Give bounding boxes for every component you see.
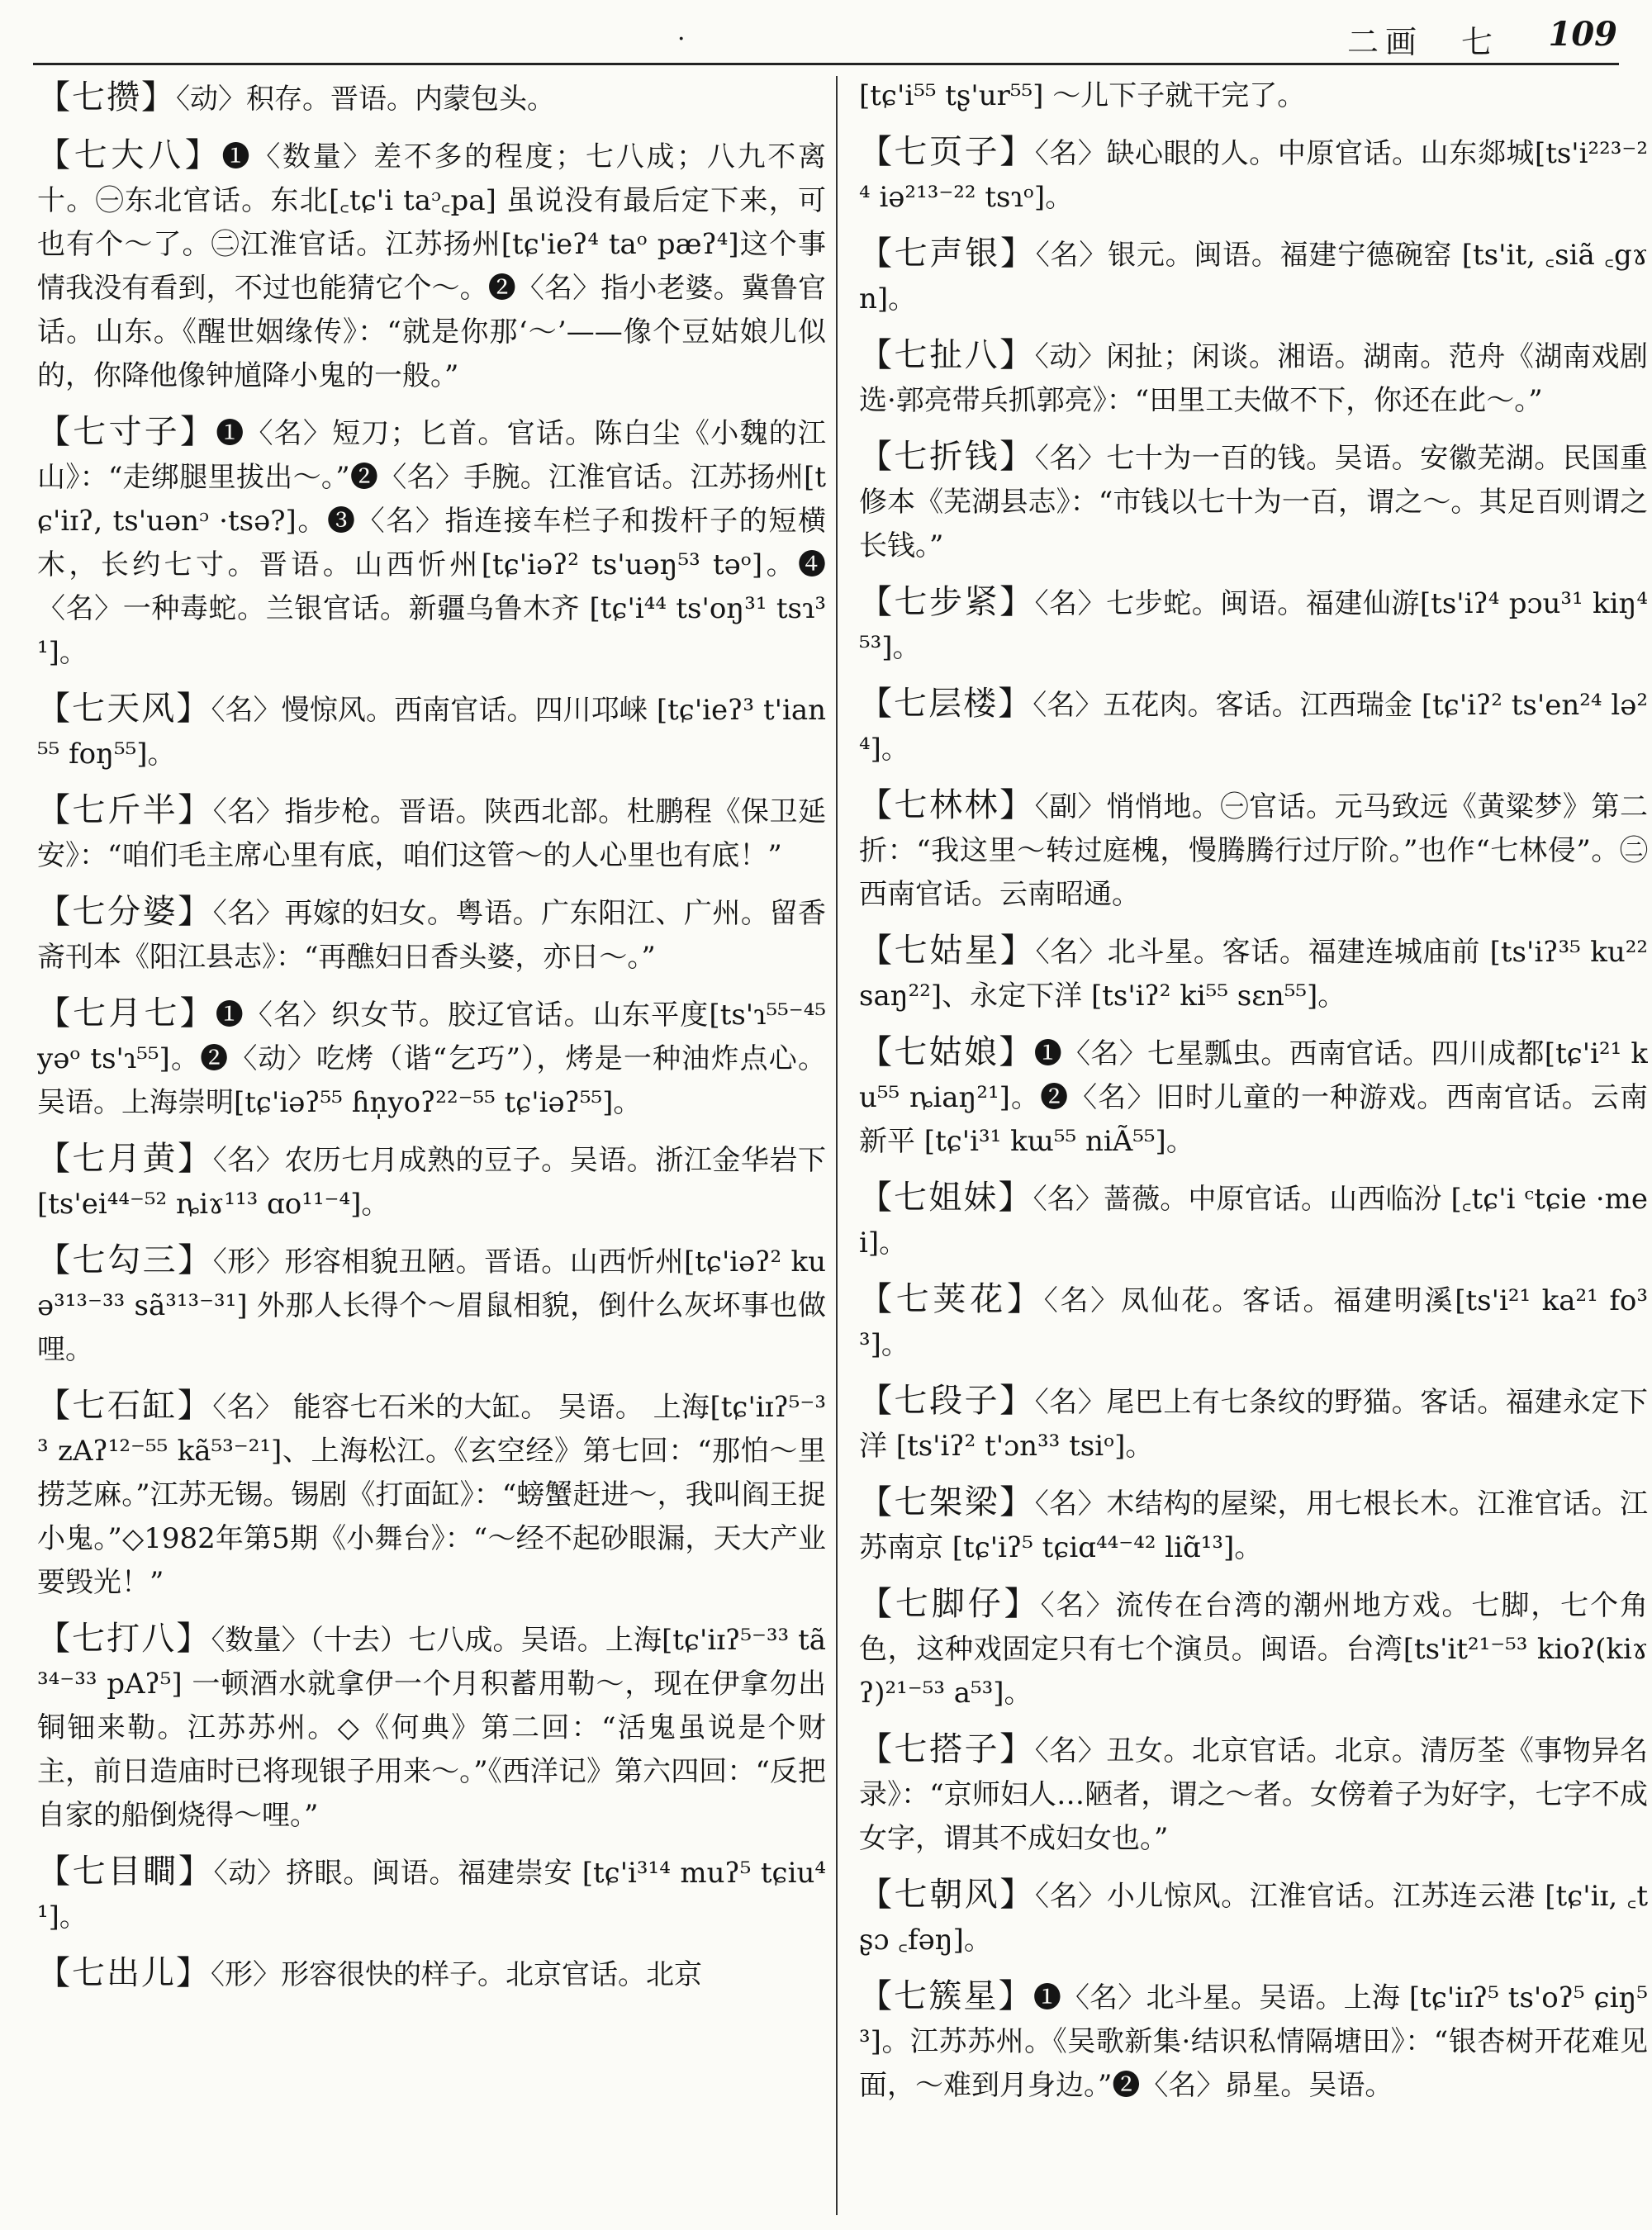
entry-definition: 〈名〉 能容七石米的大缸。 吴语。 上海[tɕ'iɪʔ⁵⁻³³ zAʔ¹²⁻⁵⁵ kã⁵³⁻²¹]、上海松江。《玄空经》第七回：“那怕～里捞芝麻。”江苏无锡。锡剧《打面缸》：“螃蟹赶进～，我叫阎王捉小鬼。”◇1982年第5期《小舞台》：“～经不起砂眼漏，天大产业要毁光！” (37, 1391, 826, 1599)
page-number: 109 (1548, 15, 1617, 54)
entry-definition: 〈动〉挤眼。闽语。福建崇安 [tɕ'i³¹⁴ muʔ⁵ tɕiu⁴¹]。 (37, 1857, 826, 1933)
entry-headword: 【七段子】 (859, 1382, 1035, 1420)
entry-headword: 【七攒】 (37, 78, 176, 116)
right-column (859, 76, 1648, 2223)
page-header (0, 0, 1652, 66)
entry-definition: 〈副〉悄悄地。㊀官话。元马致远《黄粱梦》第二折：“我这里～转过庭槐，慢腾腾行过厅阶。”也作“七林侵”。㊁西南官话。云南昭通。 (859, 790, 1648, 911)
column-divider (836, 76, 838, 2215)
entry-headword: 【七声银】 (859, 235, 1036, 273)
entry (37, 1137, 826, 1226)
entry (859, 581, 1648, 670)
entry-definition: 〈动〉积存。晋语。内蒙包头。 (176, 83, 555, 116)
entry-definition: 〈名〉流传在台湾的潮州地方戏。七脚，七个角色，这种戏固定只有七个演员。闽语。台湾[ts'it²¹⁻⁵³ kioʔ(kiɤʔ)²¹⁻⁵³ a⁵³]。 (859, 1589, 1648, 1710)
entry (37, 76, 826, 121)
entry-definition: 〈名〉指步枪。晋语。陕西北部。杜鹏程《保卫延安》：“咱们毛主席心里有底，咱们这管～的人心里也有底！” (37, 795, 826, 872)
entry (37, 1850, 826, 1939)
entry (859, 1379, 1648, 1468)
entry-headword: 【七姐妹】 (859, 1179, 1033, 1217)
entry-headword: 【七寸子】 (37, 413, 216, 451)
entry (37, 1617, 826, 1838)
entry (859, 1873, 1648, 1962)
entry-headword: 【七脚仔】 (859, 1585, 1041, 1623)
entry (859, 1975, 1648, 2108)
entry (37, 1952, 826, 1997)
entry-definition: ❶〈名〉短刀；匕首。官话。陈白尘《小魏的江山》：“走绑腿里拔出～。”❷〈名〉手腕。江淮官话。江苏扬州[tɕ'iɪʔ, ts'uənᵓ ·tsə?]。❸〈名〉指连接车栏子和拨杆子的短横木，长约七寸。晋语。山西忻州[tɕ'iəʔ² ts'uəŋ⁵³ təᵒ]。❹〈名〉一种毒蛇。兰银官话。新疆乌鲁木齐 [tɕ'i⁴⁴ ts'oŋ³¹ tsɿ³¹]。 (37, 417, 826, 669)
entry-headword: 【七天风】 (37, 690, 211, 728)
entry-headword: 【七姑娘】 (859, 1033, 1034, 1071)
entry-definition: ❶〈名〉七星瓢虫。西南官话。四川成都[tɕ'i²¹ ku⁵⁵ ȵiaŋ²¹]。❷〈名〉旧时儿童的一种游戏。西南官话。云南新平 [tɕ'i³¹ kɯ⁵⁵ niÃ⁵⁵]。 (859, 1037, 1648, 1158)
entry (37, 789, 826, 878)
entry (859, 929, 1648, 1018)
entry (859, 784, 1648, 917)
entry-headword: 【七层楼】 (859, 685, 1033, 723)
entry-headword: 【七扯八】 (859, 336, 1035, 374)
entry-definition: 〈名〉北斗星。客话。福建连城庙前 [ts'iʔ³⁵ ku²² saŋ²²]、永定下洋 [ts'iʔ² ki⁵⁵ sɛn⁵⁵]。 (859, 936, 1648, 1013)
left-column (37, 76, 826, 2223)
header-mark: · (677, 25, 686, 54)
entry (859, 1728, 1648, 1861)
entry (37, 1384, 826, 1605)
entry-definition: 〈名〉小儿惊风。江淮官话。江苏连云港 [tɕ'iɪ, ꜀tʂɔ ꜀fəŋ]。 (859, 1880, 1648, 1957)
entry-definition: 〈名〉七十为一百的钱。吴语。安徽芜湖。民国重修本《芜湖县志》：“市钱以七十为一百，谓之～。其足百则谓之长钱。” (859, 442, 1648, 562)
entry-headword: 【七出儿】 (37, 1954, 211, 1992)
entry-headword: 【七荚花】 (859, 1280, 1044, 1318)
entry (859, 1176, 1648, 1265)
entry-definition: 〈名〉凤仙花。客话。福建明溪[ts'i²¹ ka²¹ fo³³]。 (859, 1284, 1648, 1361)
entry-continuation (859, 76, 1648, 118)
entry-definition: 〈名〉蔷薇。中原官话。山西临汾 [꜀tɕ'i ᶜtɕie ·mei]。 (859, 1183, 1648, 1260)
entry-definition: 〈名〉五花肉。客话。江西瑞金 [tɕ'iʔ² ts'en²⁴ lə²⁴]。 (859, 689, 1648, 766)
entry (859, 232, 1648, 321)
entry-definition: 〈名〉七步蛇。闽语。福建仙游[ts'iʔ⁴ pɔu³¹ kiŋ⁴⁵³]。 (859, 587, 1648, 664)
entry-headword: 【七姑星】 (859, 932, 1036, 970)
entry-headword: 【七月七】 (37, 994, 216, 1032)
entry-headword: 【七目瞷】 (37, 1853, 214, 1891)
entry (859, 1582, 1648, 1715)
entry-headword: 【七步紧】 (859, 583, 1035, 621)
entry-definition: 〈名〉银元。闽语。福建宁德碗窑 [ts'it, ꜀siã ꜀gɤn]。 (859, 239, 1648, 316)
entry (859, 1031, 1648, 1164)
entry-headword: 【七簇星】 (859, 1977, 1033, 2015)
entry-headword: 【七页子】 (859, 133, 1035, 171)
entry-definition: 〈形〉形容相貌丑陋。晋语。山西忻州[tɕ'iəʔ² kuə³¹³⁻³³ sã³¹³⁻³¹] 外那人长得个～眉鼠相貌，倒什么灰坏事也做哩。 (37, 1245, 826, 1366)
entry (37, 410, 826, 675)
entry-headword: 【七林林】 (859, 786, 1035, 824)
entry-headword: 【七石缸】 (37, 1387, 213, 1425)
entry-definition: 〈动〉闲扯；闲谈。湘语。湖南。范舟《湖南戏剧选·郭亮带兵抓郭亮》：“田里工夫做不下，你还在此～。” (859, 340, 1648, 417)
entry-definition: 〈名〉木结构的屋梁，用七根长木。江淮官话。江苏南京 [tɕ'iʔ⁵ tɕiɑ⁴⁴⁻⁴² liɑ̃¹³]。 (859, 1487, 1648, 1564)
entry-definition: 〈名〉再嫁的妇女。粤语。广东阳江、广州。留香斋刊本《阳江县志》：“再醮妇日香头婆，亦日～。” (37, 897, 826, 974)
entry (37, 992, 826, 1125)
entry-definition: ❶〈名〉织女节。胶辽官话。山东平度[ts'ɿ⁵⁵⁻⁴⁵ yəᵒ ts'ɿ⁵⁵]。❷〈动〉吃烤（谐“乞巧”），烤是一种油炸点心。吴语。上海崇明[tɕ'iəʔ⁵⁵ ɦn̩yoʔ²²⁻⁵⁵ tɕ'iəʔ⁵⁵]。 (37, 999, 826, 1119)
entry (37, 890, 826, 980)
entry-headword: 【七朝风】 (859, 1876, 1036, 1914)
section-label: 二画 七 (1346, 24, 1499, 60)
entry-definition: 〈形〉形容很快的样子。北京官话。北京 (211, 1958, 702, 1991)
entry-definition: 〈名〉农历七月成熟的豆子。吴语。浙江金华岩下 [ts'ei⁴⁴⁻⁵² ȵiɤ¹¹³ ɑo¹¹⁻⁴]。 (37, 1144, 826, 1221)
entry (859, 130, 1648, 220)
entry (859, 682, 1648, 771)
entry-definition: 〈名〉缺心眼的人。中原官话。山东郯城[ts'i²²³⁻²⁴ iə²¹³⁻²² tsɿᵒ]。 (859, 137, 1648, 214)
entry-definition: ❶〈名〉北斗星。吴语。上海 [tɕ'iɪʔ⁵ ts'oʔ⁵ ɕiŋ⁵³]。江苏苏州。《吴歌新集·结识私情隔塘田》：“银杏树开花难见面，～难到月身边。”❷〈名〉昴星。吴语。 (859, 1981, 1648, 2102)
entry (37, 687, 826, 776)
entry-headword: 【七斤半】 (37, 791, 213, 829)
entry-headword: 【七搭子】 (859, 1730, 1035, 1768)
entry-headword: 【七勾三】 (37, 1241, 213, 1279)
entry (859, 1481, 1648, 1570)
entry-headword: 【七月黄】 (37, 1140, 213, 1178)
entry (37, 1239, 826, 1372)
entry (859, 1278, 1648, 1367)
entry-definition: ❶〈数量〉差不多的程度；七八成；八九不离十。㊀东北官话。东北[꜀tɕ'i taᵓ꜀pa] 虽说没有最后定下来，可也有个～了。㊁江淮官话。江苏扬州[tɕ'ieʔ⁴ taᵒ pæʔ⁴]这个事情我没有看到，不过也能猜它个～。❷〈名〉指小老婆。冀鲁官话。山东。《醒世姻缘传》：“就是你那‘～’——像个豆姑娘儿似的，你降他像钟馗降小鬼的一般。” (37, 140, 826, 392)
entry-definition: [tɕ'i⁵⁵ tʂ'ur⁵⁵] ～儿下子就干完了。 (859, 79, 1306, 112)
entry-headword: 【七大八】 (37, 136, 222, 174)
entry-headword: 【七打八】 (37, 1620, 211, 1658)
entry-definition: 〈名〉慢惊风。西南官话。四川邛崃 [tɕ'ieʔ³ t'ian⁵⁵ foŋ⁵⁵]。 (37, 694, 826, 771)
entry (859, 334, 1648, 423)
entry-definition: 〈名〉丑女。北京官话。北京。清厉荃《事物异名录》：“京师妇人…陋者，谓之～者。女傍着子为好字，七字不成女字，谓其不成妇女也。” (859, 1734, 1648, 1855)
entry-headword: 【七分婆】 (37, 893, 213, 931)
entry-definition: 〈数量〉（十去）七八成。吴语。上海[tɕ'iɪʔ⁵⁻³³ tã³⁴⁻³³ pAʔ⁵] 一顿酒水就拿伊一个月积蓄用勒～，现在伊拿勿出铜钿来勒。江苏苏州。◇《何典》第二回：“活鬼虽说是个财主，前日造庙时已将现银子用来～。”《西洋记》第六四回：“反把自家的船倒烧得～哩。” (37, 1624, 826, 1832)
entry (37, 134, 826, 398)
entry (859, 435, 1648, 568)
entry-definition: 〈名〉尾巴上有七条纹的野猫。客话。福建永定下洋 [ts'iʔ² t'ɔn³³ tsiᵒ]。 (859, 1386, 1648, 1463)
entry-headword: 【七架梁】 (859, 1483, 1035, 1521)
entry-headword: 【七折钱】 (859, 438, 1035, 476)
header-rule (33, 63, 1619, 65)
